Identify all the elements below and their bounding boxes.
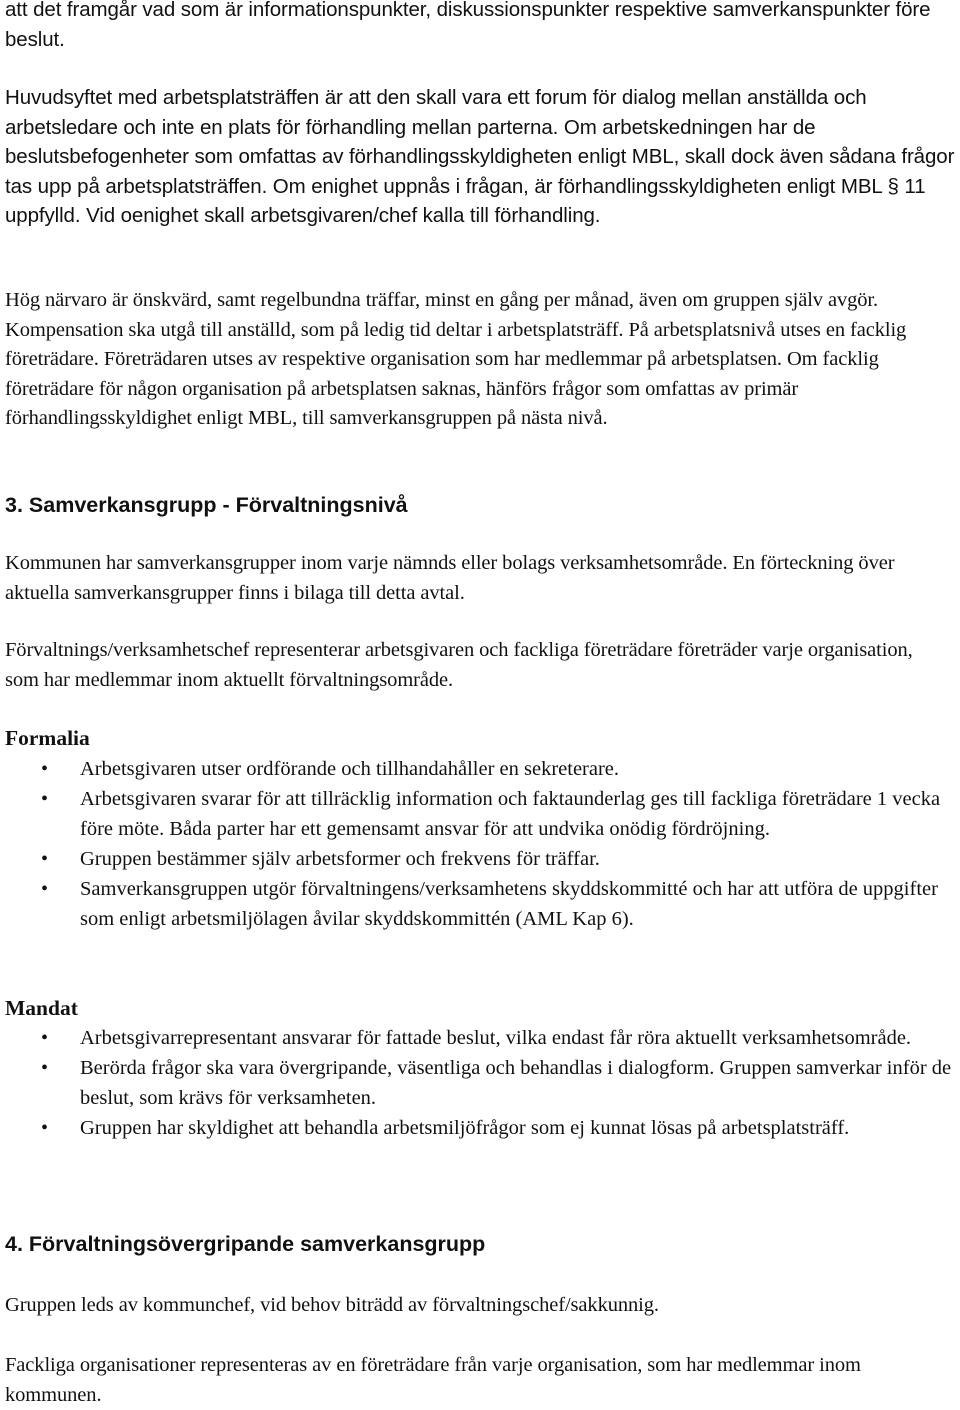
mandat-label: Mandat: [5, 996, 78, 1020]
text: Kompensation ska utgå till anställd, som på ledig tid deltar i arbetsplatsträff.: [5, 318, 624, 341]
text: På arbetsplatsnivå utses en facklig företrädare.: [5, 318, 907, 370]
list-item-text: Samverkansgruppen utgör förvaltningens/verksamhetens skyddskommitté och har att utföra de uppgifter som enligt arbetsmiljölagen åvilar skyddskommittén (AML Kap 6).: [80, 878, 938, 930]
bullet-icon: •: [41, 1057, 49, 1079]
text: Kommunen har samverkansgrupper inom varje nämnds eller bolags verksamhetsområde. En förteckning över aktuella samverkansgrupper finns i bilaga till detta avtal.: [5, 552, 895, 604]
paragraph-section4-lead: [5, 1291, 950, 1321]
text: Om arbetskedningen har de beslutsbefogenheter som omfattas av förhandlingsskyldigheten enligt MBL, skall dock även sådana frågor tas upp på arbetsplatsträffen.: [5, 115, 955, 198]
text: Huvudsyftet med arbetsplatsträffen är att den skall vara ett forum för dialog mellan anställda och arbetsledare och inte en plats för förhandling mellan parterna.: [5, 86, 867, 139]
bullet-icon: •: [41, 878, 49, 900]
text: Förvaltnings/verksamhetschef representerar arbetsgivaren och fackliga företrädare företräder varje organisation, som har medlemmar inom aktuellt förvaltningsområde.: [5, 639, 913, 691]
text: Hög närvaro är önskvärd, samt regelbundna träffar, minst en gång per månad, även om gruppen själv avgör.: [5, 289, 879, 311]
paragraph-section4-unions: [5, 1351, 905, 1410]
list-item-text: Berörda frågor ska vara övergripande, väsentliga och behandlas i dialogform. Gruppen samverkar inför de beslut, som krävs för verksamheten.: [80, 1057, 952, 1109]
text: Företrädaren utses av respektive organisation som har medlemmar på arbetsplatsen.: [103, 348, 782, 370]
list-item-text: Arbetsgivarrepresentant ansvarar för fattade beslut, vilka endast får röra aktuellt verksamhetsområde.: [80, 1027, 912, 1049]
section-4-heading: 4. Förvaltningsövergripande samverkansgrupp: [5, 1232, 486, 1256]
bullet-icon: •: [41, 758, 49, 780]
list-item: [5, 874, 960, 934]
bullet-icon: •: [41, 1117, 49, 1139]
list-item: [5, 754, 960, 784]
list-item: [5, 784, 960, 844]
list-item-text: Gruppen har skyldighet att behandla arbetsmiljöfrågor som ej kunnat lösas på arbetsplatsträff.: [80, 1117, 850, 1139]
list-item: [5, 1053, 960, 1113]
list-item: [5, 1023, 960, 1053]
text: Gruppen leds av kommunchef, vid behov biträdd av förvaltningschef/sakkunnig.: [5, 1294, 659, 1316]
list-item-text: Arbetsgivaren utser ordförande och tillhandahåller en sekreterare.: [80, 758, 620, 780]
bullet-icon: •: [41, 848, 49, 870]
list-item-text: Arbetsgivaren svarar för att tillräcklig information och faktaunderlag ges till fackliga företrädare 1 vecka före möte. Båda parter har ett gemensamt ansvar för att undvika onödig fördröjning.: [80, 788, 941, 840]
formalia-list: [5, 754, 960, 934]
paragraph-section3-groups: [5, 549, 945, 608]
list-item: [5, 1113, 960, 1143]
paragraph-attendance: [5, 286, 957, 434]
formalia-label: Formalia: [5, 726, 90, 750]
bullet-icon: •: [41, 1027, 49, 1049]
bullet-icon: •: [41, 788, 49, 810]
text: Fackliga organisationer representeras av en företrädare från varje organisation, som har medlemmar inom kommunen.: [5, 1354, 861, 1406]
mandat-list: [5, 1023, 960, 1143]
paragraph-purpose: [5, 83, 955, 231]
section-3-heading: 3. Samverkansgrupp - Förvaltningsnivå: [5, 493, 408, 517]
text: Vid oenighet skall arbetsgivaren/chef kalla till förhandling.: [86, 204, 601, 227]
list-item: [5, 844, 960, 874]
list-item-text: Gruppen bestämmer själv arbetsformer och frekvens för träffar.: [80, 848, 600, 870]
text: Om facklig företrädare för någon organisation på arbetsplatsen saknas, hänförs frågor som omfattas av primär förhandlingsskyldighet enligt MBL, till samverkansgruppen på nästa nivå.: [5, 348, 879, 429]
text: Om enighet uppnås i frågan, är förhandlingsskyldigheten enligt MBL § 11 uppfylld.: [5, 174, 926, 227]
paragraph-section3-representation: [5, 636, 950, 695]
paragraph-intro-continuation: [5, 0, 945, 54]
text: att det framgår vad som är informationspunkter, diskussionspunkter respektive samverkanspunkter före beslut.: [5, 0, 931, 51]
